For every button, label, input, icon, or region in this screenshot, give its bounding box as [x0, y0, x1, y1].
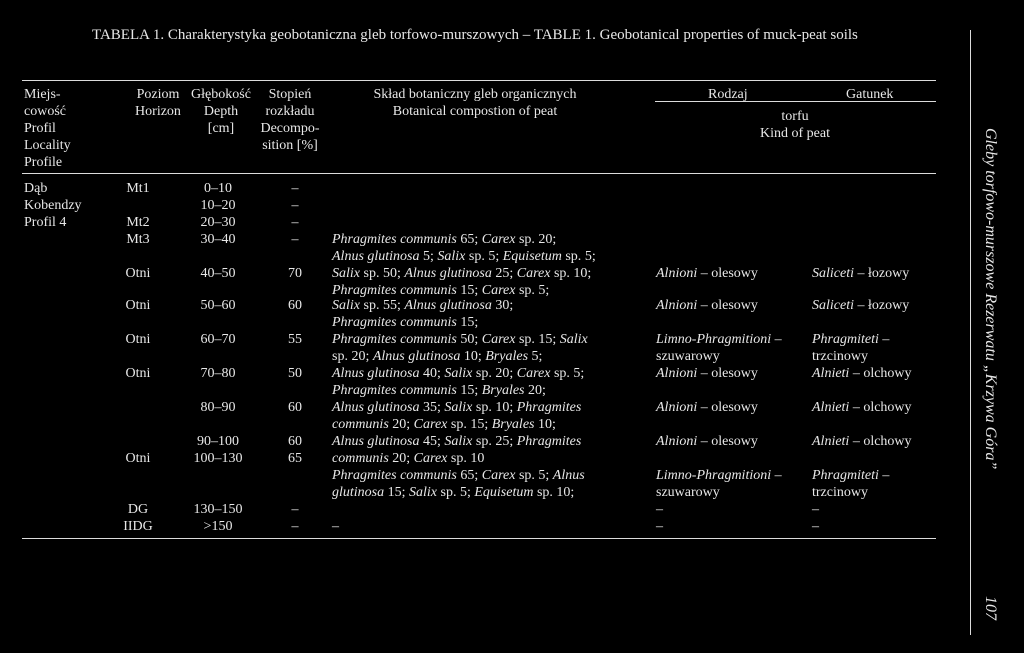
botanical-line: communis 20; Carex sp. 10 — [332, 451, 485, 466]
botanical-line: Alnus glutinosa 35; Salix sp. 10; Phragmites — [332, 400, 582, 415]
botanical-line: Alnus glutinosa 5; Salix sp. 5; Equisetum sp. 5; — [332, 249, 596, 264]
header-botanical: Skład botaniczny gleb organicznych Botanical compostion of peat — [373, 87, 577, 119]
horizon-cell: Otni — [125, 332, 151, 347]
gatunek-cell: Alnieti – olchowy — [812, 366, 912, 381]
depth-cell: 100–130 — [193, 451, 243, 466]
botanical-line: glutinosa 15; Salix sp. 5; Equisetum sp. 10; — [332, 485, 575, 500]
decomposition-cell: – — [291, 519, 299, 534]
rodzaj-cell: – — [656, 519, 663, 534]
locality-cell: Dąb Kobendzy Profil 4 — [24, 181, 82, 230]
decomposition-cell: – — [291, 215, 299, 230]
depth-cell: 10–20 — [200, 198, 236, 213]
depth-cell: 130–150 — [193, 502, 243, 517]
depth-cell: 20–30 — [200, 215, 236, 230]
gatunek-cell: trzcinowy — [812, 485, 868, 500]
botanical-line: – — [332, 519, 339, 534]
decomposition-cell: – — [291, 502, 299, 517]
depth-cell: 70–80 — [200, 366, 236, 381]
rodzaj-cell: – — [656, 502, 663, 517]
rodzaj-cell: szuwarowy — [656, 349, 720, 364]
gatunek-cell: Phragmiteti – — [812, 332, 890, 347]
table-bottom-rule — [22, 538, 936, 539]
table-top-rule — [22, 80, 936, 81]
running-head: Gleby torfowo-murszowe Rezerwatu „Krzywa Góra” — [982, 128, 999, 470]
botanical-line: Phragmites communis 15; Carex sp. 5; — [332, 283, 550, 298]
rodzaj-cell: Limno-Phragmitioni – — [656, 332, 782, 347]
gatunek-cell: trzcinowy — [812, 349, 868, 364]
right-margin-rule — [970, 30, 971, 635]
botanical-line: sp. 20; Alnus glutinosa 10; Bryales 5; — [332, 349, 543, 364]
depth-cell: 60–70 — [200, 332, 236, 347]
header-decomposition: Stopień rozkładu Decompo- sition [%] — [260, 87, 320, 153]
gatunek-cell: Phragmiteti – — [812, 468, 890, 483]
botanical-line: Alnus glutinosa 40; Salix sp. 20; Carex sp. 5; — [332, 366, 585, 381]
gatunek-cell: – — [812, 502, 819, 517]
horizon-cell: Mt2 — [126, 215, 150, 230]
rodzaj-cell: Limno-Phragmitioni – — [656, 468, 782, 483]
horizon-cell: DG — [127, 502, 149, 517]
header-torfu: torfu — [781, 109, 809, 124]
header-bottom-rule — [22, 173, 936, 174]
botanical-line: Salix sp. 50; Alnus glutinosa 25; Carex sp. 10; — [332, 266, 592, 281]
rodzaj-cell: Alnioni – olesowy — [656, 366, 758, 381]
horizon-cell: Otni — [125, 298, 151, 313]
horizon-cell: Mt1 — [126, 181, 150, 196]
header-locality: Miejs- cowość Profil Locality Profile — [24, 87, 71, 170]
header-rodzaj: Rodzaj — [708, 87, 748, 102]
decomposition-cell: 60 — [288, 434, 302, 449]
decomposition-cell: – — [291, 181, 299, 196]
decomposition-cell: – — [291, 198, 299, 213]
header-kind-of-peat: Kind of peat — [760, 126, 830, 141]
depth-cell: 90–100 — [197, 434, 239, 449]
botanical-line: Phragmites communis 65; Carex sp. 20; — [332, 232, 557, 247]
depth-cell: 0–10 — [204, 181, 232, 196]
horizon-cell: Otni — [125, 451, 151, 466]
botanical-line: Phragmites communis 50; Carex sp. 15; Salix — [332, 332, 588, 347]
peat-kind-rule — [655, 101, 936, 102]
decomposition-cell: 60 — [288, 298, 302, 313]
gatunek-cell: Saliceti – łozowy — [812, 266, 910, 281]
horizon-cell: Otni — [125, 266, 151, 281]
horizon-cell: IIDG — [123, 519, 153, 534]
header-horizon: Poziom Horizon — [135, 87, 181, 119]
page-number: 107 — [982, 596, 999, 620]
gatunek-cell: Alnieti – olchowy — [812, 434, 912, 449]
decomposition-cell: – — [291, 232, 299, 247]
botanical-line: Phragmites communis 65; Carex sp. 5; Alnus — [332, 468, 585, 483]
horizon-cell: Mt3 — [126, 232, 150, 247]
gatunek-cell: Alnieti – olchowy — [812, 400, 912, 415]
decomposition-cell: 60 — [288, 400, 302, 415]
decomposition-cell: 55 — [288, 332, 302, 347]
botanical-line: communis 20; Carex sp. 15; Bryales 10; — [332, 417, 556, 432]
rodzaj-cell: Alnioni – olesowy — [656, 266, 758, 281]
botanical-line: Phragmites communis 15; — [332, 315, 479, 330]
rodzaj-cell: Alnioni – olesowy — [656, 434, 758, 449]
botanical-line: Phragmites communis 15; Bryales 20; — [332, 383, 546, 398]
rodzaj-cell: Alnioni – olesowy — [656, 400, 758, 415]
horizon-cell: Otni — [125, 366, 151, 381]
decomposition-cell: 70 — [288, 266, 302, 281]
decomposition-cell: 65 — [288, 451, 302, 466]
botanical-line: Alnus glutinosa 45; Salix sp. 25; Phragmites — [332, 434, 582, 449]
depth-cell: 80–90 — [200, 400, 236, 415]
rodzaj-cell: szuwarowy — [656, 485, 720, 500]
gatunek-cell: Saliceti – łozowy — [812, 298, 910, 313]
decomposition-cell: 50 — [288, 366, 302, 381]
depth-cell: >150 — [203, 519, 233, 534]
table-title: TABELA 1. Charakterystyka geobotaniczna gleb torfowo-murszowych – TABLE 1. Geobotanical properties of muck-peat soils — [92, 27, 858, 43]
header-gatunek: Gatunek — [846, 87, 894, 102]
depth-cell: 50–60 — [200, 298, 236, 313]
rodzaj-cell: Alnioni – olesowy — [656, 298, 758, 313]
depth-cell: 40–50 — [200, 266, 236, 281]
gatunek-cell: – — [812, 519, 819, 534]
botanical-line: Salix sp. 55; Alnus glutinosa 30; — [332, 298, 514, 313]
depth-cell: 30–40 — [200, 232, 236, 247]
header-depth: Głębokość Depth [cm] — [191, 87, 251, 136]
